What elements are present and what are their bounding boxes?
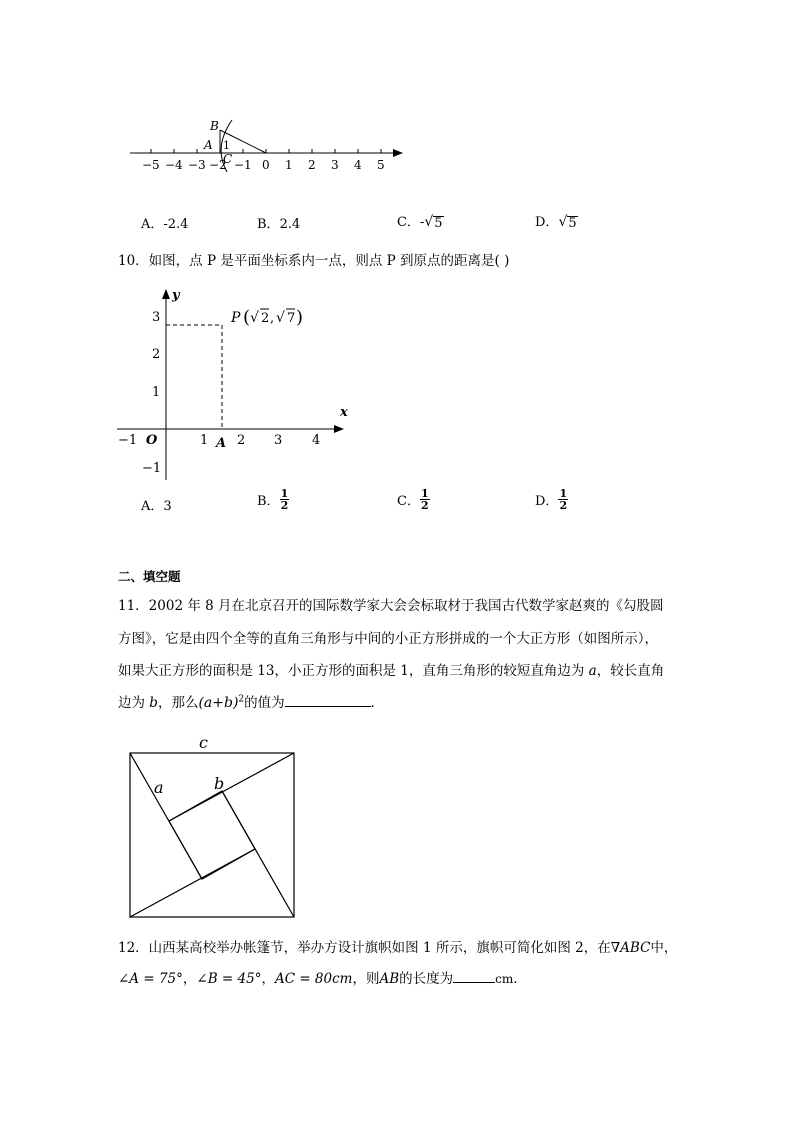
coordinate-plane-figure [112,284,357,484]
px-radicand: 2 [261,311,270,326]
option-text: 2.4 [279,217,301,232]
q12-line-2 [118,967,527,987]
exponent: 2 [238,694,245,705]
comma: , [270,311,275,326]
fraction [420,488,430,511]
label-C: C [223,152,233,166]
x-tick-label: 4 [312,433,321,448]
text: 中， [650,940,678,956]
x-tick-label: 1 [200,433,209,448]
tick-label: −1 [234,158,252,172]
x-axis-label: x [340,405,348,420]
label-1: 1 [223,139,230,152]
tick-label: 3 [331,158,339,172]
answer-blank[interactable] [453,968,495,983]
y-tick-label: 1 [152,385,161,400]
var-b: b [149,695,158,711]
y-axis-label: y [172,288,180,303]
number-line-arrow [393,149,403,157]
label-B: B [210,119,219,133]
angle-b: ∠B = 45° [196,971,262,987]
q9-option-a [141,213,188,232]
option-text: -2.4 [163,217,189,232]
text: ， [261,971,275,987]
origin-label: O [146,433,158,448]
option-letter: D． [535,215,559,230]
option-text: 3 [163,499,172,514]
tick-label: 5 [377,158,385,172]
option-letter: B． [257,494,280,509]
q11-line-2: 方图》，它是由四个全等的直角三角形与中间的小正方形拼成的一个大正方形（如图所示）， [118,631,658,647]
q10-option-a [141,495,172,514]
q9-option-b [257,213,300,232]
expression: (a+b) [198,695,239,711]
text: ， [182,971,197,987]
text: ，那么 [157,695,199,711]
x-axis-arrow [334,425,344,433]
text: 12．山西某高校举办帐篷节，举办方设计旗帜如图 1 所示，旗帜可简化如图 2，在 [118,940,611,956]
denominator: 2 [420,499,429,512]
text: ． [513,971,527,987]
triangle-symbol: ∇ABC [610,940,651,956]
fraction [558,488,568,511]
q9-option-d [535,211,578,231]
q10-option-b [257,488,289,511]
tick-label: −4 [165,158,183,172]
text: 的值为 [244,695,285,711]
q9-option-c [397,211,444,231]
number-line-figure [125,112,415,174]
text: ，则 [352,971,380,987]
label-c: c [199,733,208,752]
unit: cm [495,972,514,986]
q10-option-c [397,488,430,511]
denominator: 2 [280,499,289,512]
option-letter: D． [535,494,559,509]
foot-label-A: A [216,436,227,451]
tick-label: 1 [285,158,293,172]
text: ． [370,695,385,711]
y-tick-label: 3 [152,310,161,325]
sqrt-expression: √ 5 [558,214,577,231]
option-letter: A． [141,217,164,232]
text: 如果大正方形的面积是 13，小正方形的面积是 1，直角三角形的较短直角边为 [118,663,589,679]
text: 边为 [118,695,150,711]
tick-label: 2 [308,158,316,172]
text: ，较长直角 [596,663,665,679]
denominator: 2 [559,499,568,512]
text: 的长度为 [399,971,454,987]
q11-line-4 [118,691,384,711]
radicand: 5 [434,216,443,231]
numerator: 1 [559,487,568,500]
option-letter: B． [257,217,280,232]
q11-line-3 [118,659,664,679]
x-tick-label: −1 [118,433,138,448]
y-axis-arrow [162,289,170,299]
var-a: a [588,663,597,679]
tick-label: 4 [354,158,362,172]
section-heading: 二、填空题 [118,569,181,584]
option-letter: A． [141,499,164,514]
fraction [280,488,290,511]
answer-blank[interactable] [285,692,371,707]
sqrt-sign: √ [276,310,285,326]
option-letter: C． [397,494,420,509]
pythagorean-square-figure [124,733,304,923]
point-label-P: P [231,310,241,326]
y-tick-label: −1 [142,461,162,476]
x-tick-label: 2 [237,433,246,448]
radicand: 5 [568,216,577,231]
q11-line-1: 11．2002 年 8 月在北京召开的国际数学家大会会标取材于我国古代数学家赵爽的《勾股圆 [118,598,664,614]
tick-label: −2 [209,158,227,172]
y-tick-label: 2 [152,347,161,362]
point-coords: ( [243,307,251,328]
q10-stem: 10．如图，点 P 是平面坐标系内一点，则点 P 到原点的距离是( ) [118,253,510,269]
side-ac: AC = 80cm [274,971,353,987]
side-ab: AB [379,971,400,987]
label-b: b [214,774,225,793]
x-tick-label: 3 [274,433,283,448]
sqrt-sign: √ [250,310,259,326]
point-coords: ) [296,307,304,328]
numerator: 1 [420,487,429,500]
q10-option-d [535,488,568,511]
py-radicand: 7 [287,311,296,326]
numerator: 1 [280,487,289,500]
label-a: a [154,778,164,797]
q12-line-1 [118,936,677,956]
sqrt-expression: √ 5 [424,214,443,231]
option-letter: C． [397,215,420,230]
tick-label: −5 [142,158,160,172]
tick-label: −3 [188,158,206,172]
tick-label: 0 [262,158,270,172]
inner-square [169,791,255,879]
angle-a: ∠A = 75° [118,971,183,987]
label-A: A [204,138,213,152]
option-text: - [419,215,425,230]
